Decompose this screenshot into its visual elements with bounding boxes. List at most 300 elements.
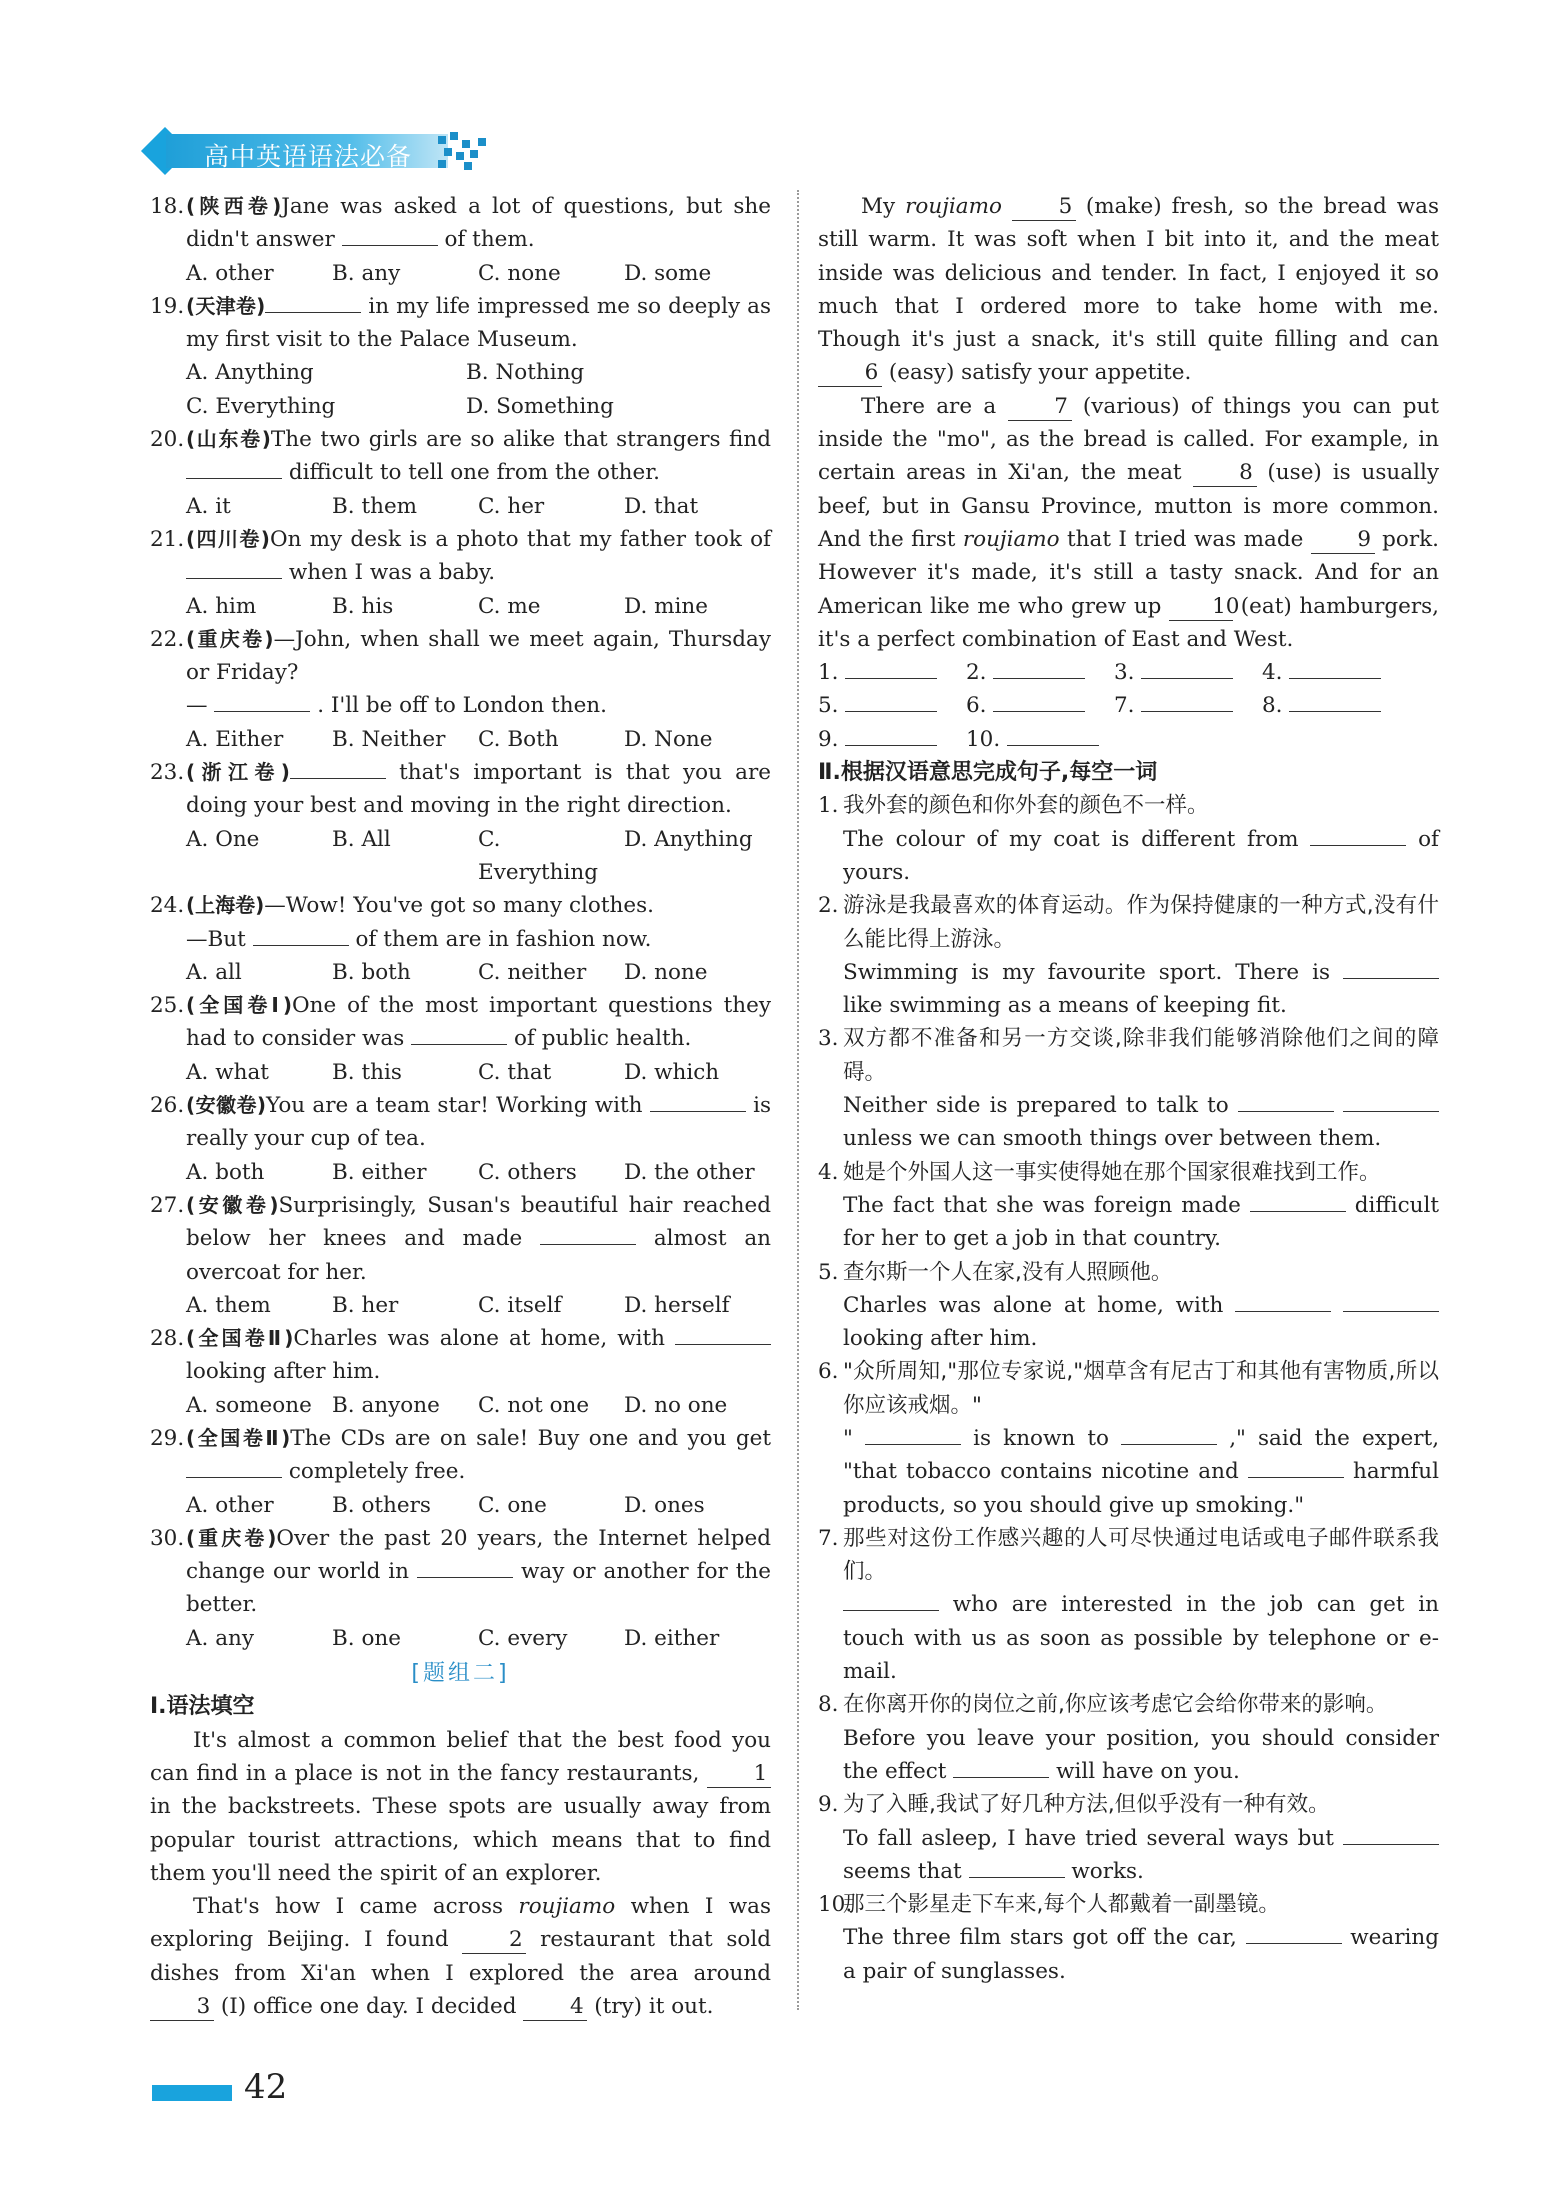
answer-cell [1114,689,1262,722]
option-choice[interactable]: A. both [186,1159,265,1185]
answer-blank[interactable] [865,1426,961,1445]
passage-text: (eat) hamburgers, it's a perfect combination of East and West. [818,593,1439,652]
option-row [150,1056,771,1089]
question-text: Charles was alone at home, with [843,1292,1224,1318]
question-item [150,523,771,590]
passage-paragraph-1 [150,1724,771,1890]
item-number: 7. [818,1525,839,1551]
answer-blank[interactable] [1141,660,1233,679]
question-source: (重庆卷) [186,626,274,651]
question-source: (陕西卷) [186,194,282,218]
answer-blank[interactable] [411,1026,507,1045]
passage-text: when I was exploring Beijing. I found [150,1894,771,1953]
option-row [150,257,771,290]
answer-blank[interactable] [1343,960,1439,979]
option-choice[interactable]: D. Anything [624,826,753,852]
answer-blank[interactable] [675,1326,771,1345]
question-text: way or another for the better. [186,1559,771,1618]
question-text: seems that [843,1858,962,1884]
option-choice[interactable]: B. one [332,1625,401,1651]
question-body [186,889,771,956]
item-number: 8. [818,1692,839,1718]
item-number: 1. [818,793,839,819]
item-number: 10. [818,1892,853,1918]
question-source: (全国卷Ⅰ) [186,993,293,1018]
question-text: Swimming is my favourite sport. There is [843,959,1331,985]
question-item [150,989,771,1056]
option-choice[interactable]: D. none [624,959,708,985]
question-text: —John, when shall we meet again, Thursday or Friday? [186,626,772,686]
item-body [843,1256,1439,1356]
option-choice[interactable]: C. Everything [186,393,336,419]
question-body [186,1422,771,1489]
question-text: The fact that she was foreign made [843,1192,1241,1218]
numbered-blank[interactable]: 9 [1311,527,1375,554]
answer-blank[interactable] [1289,660,1381,679]
option-choice[interactable]: C. Everything [478,826,598,885]
question-text: The CDs are on sale! Buy one and you get [290,1425,771,1451]
question-item [150,1089,771,1156]
question-number: 30. [150,1525,185,1551]
chinese-sentence: 双方都不准备和另一方交谈,除非我们能够消除他们之间的障碍。 [843,1026,1439,1085]
question-text: like swimming as a means of keeping fit. [843,993,1287,1019]
option-row [150,823,771,890]
question-item [150,1422,771,1489]
question-text: Surprisingly, Susan's beautiful hair reached below her knees and made [186,1192,771,1252]
answer-blank[interactable] [969,1859,1065,1878]
question-text: Jane was asked a lot of questions, but she didn't answer [186,194,771,253]
question-text: of yours. [843,826,1439,885]
question-text: " [843,1425,853,1451]
option-row [150,1622,771,1655]
answer-blank[interactable] [845,693,937,712]
item-body [843,1022,1439,1155]
numbered-blank[interactable]: 4 [523,1994,587,2021]
answer-label: 10. [966,726,1001,752]
chinese-sentence: 在你离开你的岗位之前,你应该考虑它会给你带来的影响。 [843,1692,1388,1718]
question-text: completely free. [288,1459,466,1485]
question-text: will have on you. [1056,1758,1240,1784]
option-choice[interactable]: C. every [478,1625,568,1651]
item-body [843,1788,1439,1888]
question-body [186,523,771,590]
question-text: One of the most important questions they had to consider was [186,993,771,1052]
option-choice[interactable]: B. others [332,1492,431,1518]
question-text: of public health. [513,1026,692,1052]
translation-item [818,789,1439,889]
section2-title: Ⅱ.根据汉语意思完成句子,每空一词 [818,760,1158,786]
option-choice[interactable]: D. that [624,493,699,519]
option-choice[interactable]: C. itself [478,1292,562,1318]
multiple-choice-list [150,190,771,1655]
english-sentence [843,823,1439,890]
question-number: 25. [150,993,185,1019]
answer-blank[interactable] [1246,1925,1342,1944]
question-text: Over the past 20 years, the Internet helped change our world in [186,1525,771,1585]
option-choice[interactable]: B. anyone [332,1392,440,1418]
answer-cell [818,723,966,756]
passage-paragraph-3 [818,190,1439,390]
passage-text: (make) fresh, so the bread was still warm. It was soft when I bit into it, and the meat inside was delicious and tender. In fact, I enjoyed it so much that I ordered more to take home with me. Though it's just a snack, it's still quite filling and can [818,194,1439,353]
question-body [186,1189,771,1289]
option-choice[interactable]: A. One [186,826,260,852]
question-item [150,423,771,490]
option-choice[interactable]: A. any [186,1625,255,1651]
question-text: You are a team star! Working with [266,1093,643,1119]
answer-cell [966,689,1114,722]
question-item [150,190,771,257]
answer-blank[interactable] [1248,1459,1344,1478]
passage-text: pork. However it's made, it's still a tasty snack. And for an American like me who grew up [818,526,1439,619]
answer-blank[interactable] [186,1459,282,1478]
item-number: 9. [818,1792,839,1818]
question-number: 24. [150,893,185,919]
item-body [843,1522,1439,1688]
question-text: looking after him. [843,1326,1038,1352]
question-source: (安徽卷) [186,1093,267,1118]
question-text: looking after him. [186,1359,381,1385]
item-body [843,889,1439,1022]
answer-blank[interactable] [1121,1426,1217,1445]
question-number: 18. [150,194,185,219]
passage-text: that I tried was made [1067,526,1304,552]
italic-term: roujiamo [905,194,1002,219]
answer-blank[interactable] [1289,693,1381,712]
answer-label: 8. [1262,693,1283,719]
question-text: On my desk is a photo that my father took of [269,526,772,552]
item-body [843,1688,1439,1788]
option-choice[interactable]: D. ones [624,1492,705,1518]
question-text: almost an overcoat for her. [186,1226,771,1285]
answer-blank[interactable] [265,294,361,313]
english-sentence [843,1822,1439,1889]
item-body [843,1888,1439,1988]
passage-text: (easy) satisfy your appetite. [888,360,1192,386]
option-choice[interactable]: B. either [332,1159,427,1185]
question-item [150,623,771,723]
answer-cell [1114,656,1262,689]
translation-item [818,1788,1439,1888]
passage-text: That's how I came across [193,1894,504,1920]
question-number: 22. [150,626,185,652]
question-source: (全国卷Ⅱ) [186,1425,291,1450]
translation-item [818,1156,1439,1256]
option-choice[interactable]: C. one [478,1492,547,1518]
question-body [186,190,771,257]
question-text: difficult to tell one from the other. [288,460,660,486]
answer-label: 4. [1262,660,1283,686]
answer-label: 5. [818,693,839,719]
chinese-sentence: 那三个影星走下车来,每个人都戴着一副墨镜。 [843,1892,1280,1918]
passage-paragraph-4 [818,390,1439,656]
answer-blank[interactable] [953,1759,1049,1778]
answer-blank[interactable] [214,693,310,712]
chinese-sentence: 那些对这份工作感兴趣的人可尽快通过电话或电子邮件联系我们。 [843,1525,1439,1585]
answer-cell [818,689,966,722]
question-source: (重庆卷) [186,1525,277,1550]
option-choice[interactable]: D. some [624,260,712,286]
question-text: The colour of my coat is different from [843,826,1299,852]
option-choice[interactable]: A. it [186,493,231,519]
question-item [150,1189,771,1289]
question-text: difficult for her to get a job in that country. [843,1192,1439,1252]
column-divider [797,190,799,2010]
numbered-blank[interactable]: 1 [707,1761,771,1788]
book-title: 高中英语语法必备 [204,142,413,171]
answer-blank[interactable] [290,760,386,779]
answer-label: 2. [966,660,987,686]
option-choice[interactable]: B. them [332,493,418,519]
translation-list [818,789,1439,1988]
section1-title: Ⅰ.语法填空 [150,1694,255,1720]
question-number: 26. [150,1093,185,1119]
option-choice[interactable]: D. the other [624,1159,755,1185]
option-row [150,1389,771,1422]
option-choice[interactable]: A. someone [186,1392,312,1418]
page-number: 42 [244,2067,288,2107]
question-number: 19. [150,293,185,319]
answer-blank[interactable] [1141,693,1233,712]
option-choice[interactable]: D. Something [466,393,614,419]
option-row [150,1489,771,1522]
question-source: (浙江卷) [186,760,290,785]
chinese-sentence: 她是个外国人这一事实使得她在那个国家很难找到工作。 [843,1159,1381,1185]
option-row [150,1156,771,1189]
english-sentence [843,1189,1439,1256]
passage-text: It's almost a common belief that the best food you can find in a place is not in the fancy restaurants, [150,1727,771,1786]
answer-label: 7. [1114,693,1135,719]
item-number: 5. [818,1259,839,1285]
italic-term: roujiamo [518,1894,616,1920]
passage-text: restaurant that sold dishes from Xi'an when I explored the area around [150,1927,772,1986]
answer-blank[interactable] [1250,1193,1346,1212]
passage-text: (use) is usually beef, but in Gansu Province, mutton is more common. And the first [818,460,1439,552]
numbered-blank[interactable]: 6 [818,360,882,387]
option-choice[interactable]: A. Anything [186,360,314,386]
footer-bar [152,2085,232,2101]
dialogue-text: — [186,693,208,719]
italic-term: roujiamo [962,526,1060,552]
option-choice[interactable]: C. neither [478,959,587,985]
option-choice[interactable]: B. his [332,593,394,619]
translation-item [818,1688,1439,1788]
question-text: unless we can smooth things over between them. [843,1126,1382,1152]
answer-row [818,656,1439,689]
option-choice[interactable]: D. herself [624,1292,730,1318]
option-choice[interactable]: C. me [478,593,541,619]
english-sentence [843,1422,1439,1522]
answer-blank[interactable] [1235,1293,1331,1312]
option-choice[interactable]: D. which [624,1059,720,1085]
question-number: 21. [150,526,185,552]
english-sentence [843,956,1439,1023]
option-choice[interactable]: D. either [624,1625,720,1651]
option-row [150,1289,771,1322]
passage-paragraph-2 [150,1890,771,2023]
answer-label: 9. [818,726,839,752]
answer-blanks-grid [818,656,1439,756]
question-source: (四川卷) [186,526,270,551]
question-text: To fall asleep, I have tried several ways but [843,1825,1334,1851]
question-text: harmful products, so you should give up smoking." [843,1459,1440,1518]
option-row [150,723,771,756]
option-choice[interactable]: C. others [478,1159,577,1185]
numbered-blank[interactable]: 3 [150,1994,214,2021]
option-choice[interactable]: B. any [332,260,401,286]
translation-item [818,1522,1439,1688]
answer-cell [1262,689,1410,722]
option-choice[interactable]: C. her [478,493,545,519]
answer-row [818,723,1439,756]
answer-blank[interactable] [843,1592,939,1611]
question-body [186,1089,771,1156]
answer-cell [1262,656,1410,689]
question-text: in my life impressed me so deeply as my first visit to the Palace Museum. [186,293,772,353]
answer-blank[interactable] [1007,727,1099,746]
item-number: 2. [818,893,839,919]
option-choice[interactable]: A. other [186,260,274,286]
question-source: (全国卷Ⅱ) [186,1326,294,1351]
dialogue-text: —But [186,926,246,952]
question-text: The three film stars got off the car, [843,1925,1237,1951]
left-column [150,190,771,2023]
numbered-blank[interactable]: 8 [1193,460,1257,487]
question-text: Charles was alone at home, with [293,1326,665,1352]
item-body [843,789,1439,889]
passage-text: in the backstreets. These spots are usually away from popular tourist attractions, which means that to find them you'll need the spirit of an explorer. [150,1794,771,1886]
option-row [150,490,771,523]
question-text: ," said the expert, "that tobacco contains nicotine and [843,1425,1440,1485]
pixel-squares-icon [438,132,488,172]
numbered-blank[interactable]: 10 [1169,594,1233,621]
question-body [186,1322,771,1389]
translation-item [818,1355,1439,1521]
answer-blank[interactable] [993,660,1085,679]
question-body [186,989,771,1056]
chinese-sentence: "众所周知,"那位专家说,"烟草含有尼古丁和其他有害物质,所以你应该戒烟。" [843,1359,1439,1418]
question-source: (山东卷) [186,427,271,452]
question-source: (上海卷) [186,893,265,918]
answer-blank[interactable] [845,660,937,679]
option-choice[interactable]: A. what [186,1059,269,1085]
question-text: . I'll be off to London then. [317,693,607,719]
option-choice[interactable]: D. None [624,726,713,752]
question-body [186,756,771,823]
answer-cell [966,723,1114,756]
option-choice[interactable]: A. other [186,1492,274,1518]
option-choice[interactable]: D. no one [624,1392,728,1418]
option-choice[interactable]: C. not one [478,1392,590,1418]
question-text: that's important is that you are doing your best and moving in the right direction. [186,760,771,819]
english-sentence [843,1289,1439,1356]
answer-blank[interactable] [186,460,282,479]
answer-label: 6. [966,693,987,719]
question-text: is known to [973,1425,1109,1451]
answer-blank[interactable] [1238,1093,1334,1112]
question-text: The two girls are so alike that strangers find [270,427,772,453]
answer-blank[interactable] [650,1093,746,1112]
question-text: Neither side is prepared to talk to [843,1093,1229,1119]
numbered-blank[interactable]: 7 [1008,394,1072,421]
option-choice[interactable]: A. all [186,959,242,985]
question-body [186,1522,771,1622]
option-choice[interactable]: C. that [478,1059,552,1085]
question-text: works. [1071,1858,1144,1884]
chinese-sentence: 查尔斯一个人在家,没有人照顾他。 [843,1259,1173,1285]
option-choice[interactable]: D. mine [624,593,708,619]
answer-cell [818,656,966,689]
passage-text: My [861,194,896,219]
option-choice[interactable]: A. Either [186,726,284,752]
chinese-sentence: 我外套的颜色和你外套的颜色不一样。 [843,793,1209,819]
answer-blank[interactable] [845,727,937,746]
chinese-sentence: 为了入睡,我试了好几种方法,但似乎没有一种有效。 [843,1792,1330,1818]
group-title: [题组二] [411,1661,510,1687]
answer-label: 1. [818,660,839,686]
option-row [150,390,771,423]
right-column [818,190,1439,1988]
answer-blank[interactable] [186,560,282,579]
passage-text: There are a [861,393,997,419]
option-choice[interactable]: B. Nothing [466,360,585,386]
option-choice[interactable]: B. Neither [332,726,446,752]
answer-blank[interactable] [1310,827,1406,846]
option-choice[interactable]: B. both [332,959,411,985]
question-text: who are interested in the job can get in touch with us as soon as possible by telephone or e-mail. [843,1592,1439,1685]
item-number: 6. [818,1359,839,1385]
answer-blank[interactable] [253,927,349,946]
english-sentence [843,1722,1439,1789]
translation-item [818,1888,1439,1988]
question-text: Before you leave your position, you should consider the effect [843,1725,1439,1784]
passage-text: (I) office one day. I decided [220,1994,517,2020]
option-choice[interactable]: C. Both [478,726,559,752]
answer-blank[interactable] [417,1559,513,1578]
passage-text: (various) of things you can put inside the "mo", as the bread is called. For example, in certain areas in Xi'an, the meat [818,393,1439,486]
question-number: 20. [150,427,185,453]
item-number: 3. [818,1026,839,1052]
numbered-blank[interactable]: 2 [462,1927,526,1954]
answer-blank[interactable] [1343,1293,1439,1312]
option-choice[interactable]: A. him [186,593,257,619]
answer-blank[interactable] [540,1226,636,1245]
answer-blank[interactable] [1343,1093,1439,1112]
question-item [150,290,771,357]
question-body [186,423,771,490]
option-choice[interactable]: C. none [478,260,561,286]
header-banner [148,128,508,174]
question-item [150,889,771,956]
option-choice[interactable]: B. All [332,826,391,852]
option-choice[interactable]: B. her [332,1292,399,1318]
passage-text: (try) it out. [594,1994,714,2020]
question-text: when I was a baby. [288,560,496,586]
question-body [186,623,771,723]
question-body [186,290,771,357]
option-choice[interactable]: B. this [332,1059,402,1085]
answer-blank[interactable] [1343,1826,1439,1845]
translation-item [818,889,1439,1022]
question-number: 27. [150,1192,185,1218]
option-choice[interactable]: A. them [186,1292,271,1318]
answer-blank[interactable] [342,227,438,246]
option-row [150,356,771,389]
answer-label: 3. [1114,660,1135,686]
answer-blank[interactable] [993,693,1085,712]
answer-cell [966,656,1114,689]
numbered-blank[interactable]: 5 [1012,194,1076,221]
translation-item [818,1256,1439,1356]
